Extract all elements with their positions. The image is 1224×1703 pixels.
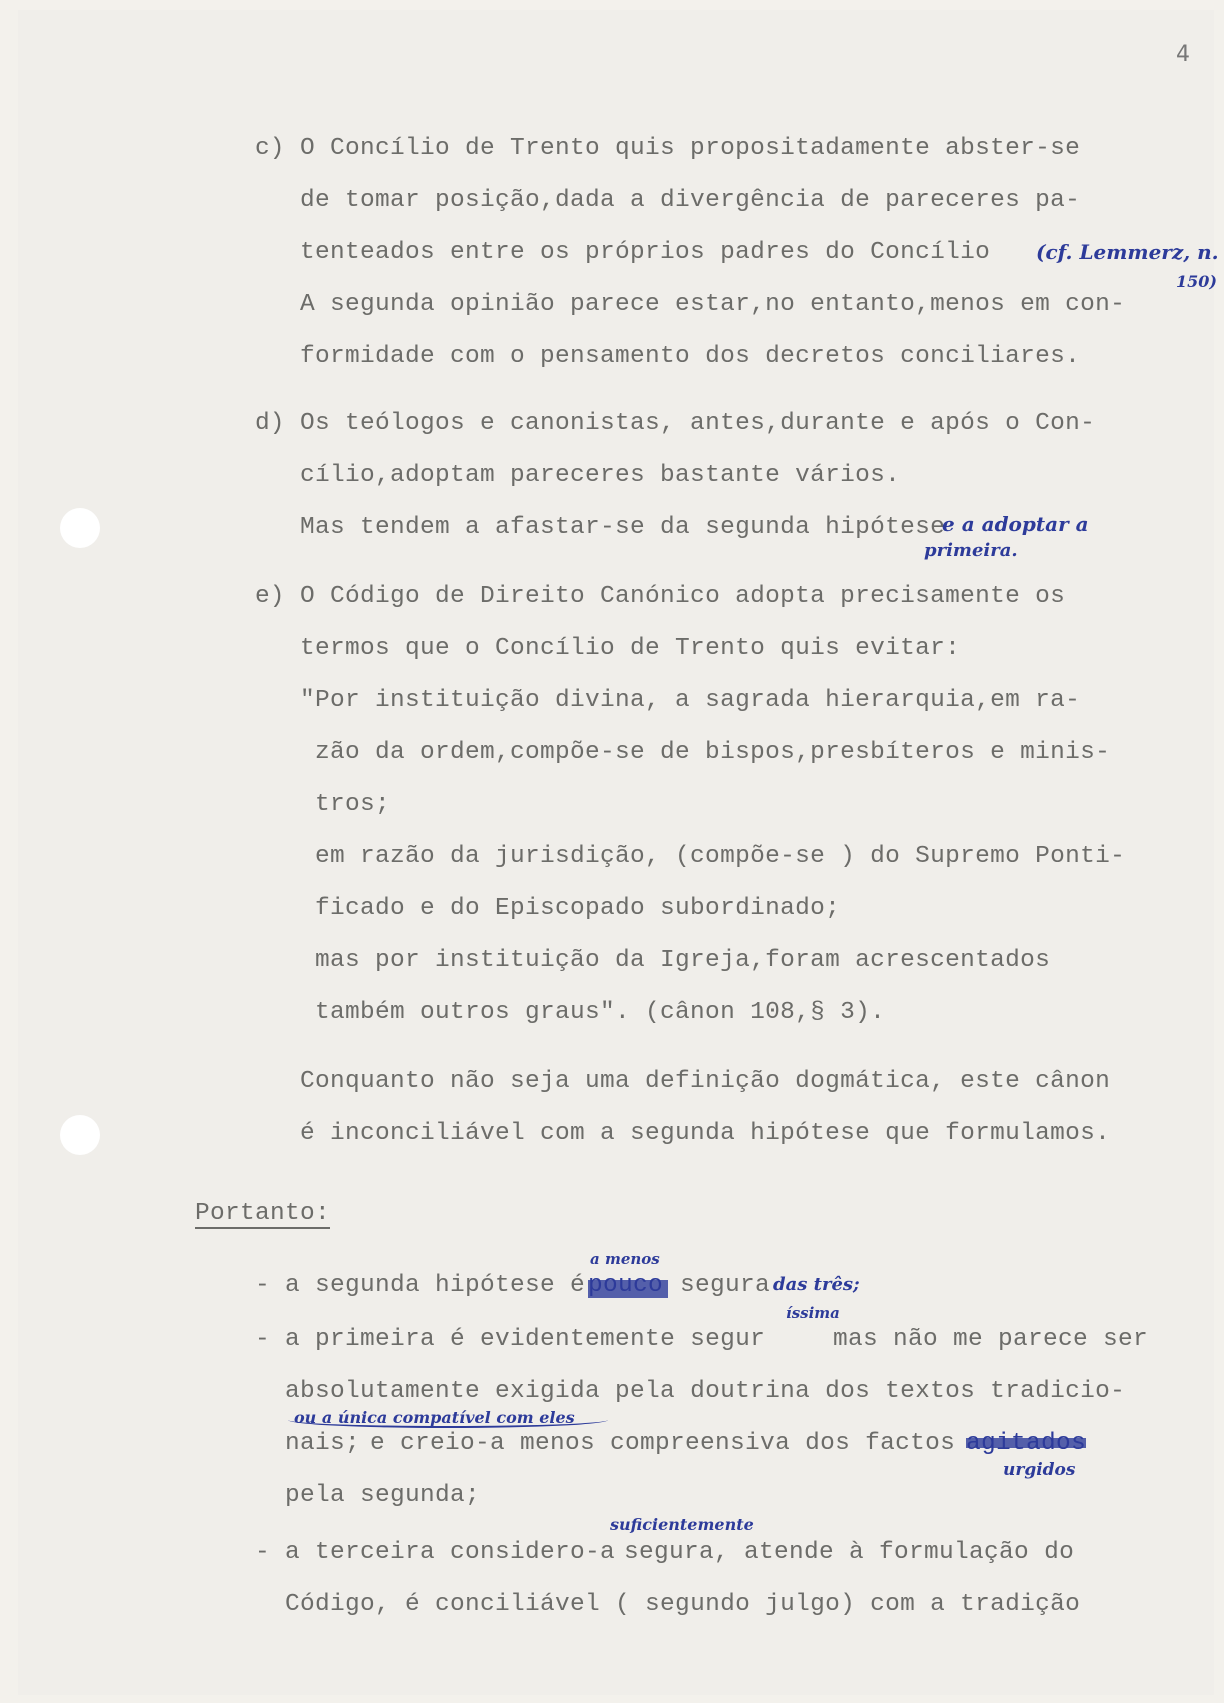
- section-e-marker: e): [255, 583, 285, 610]
- section-c-line: A segunda opinião parece estar,no entanto,menos em con-: [300, 291, 1126, 318]
- punch-hole-bottom: [60, 1115, 100, 1155]
- canon-quote-line: ficado e do Episcopado subordinado;: [315, 895, 841, 922]
- conclusion-line: e creio-a menos compreensiva dos factos: [370, 1430, 956, 1457]
- handwritten-insert-das-tres: das três;: [773, 1274, 860, 1295]
- section-c-line: formidade com o pensamento dos decretos conciliares.: [300, 343, 1081, 370]
- conclusion-line: nais;: [285, 1430, 361, 1457]
- handwritten-insert-urgidos: urgidos: [1003, 1460, 1076, 1480]
- handwritten-insert-a-menos: a menos: [590, 1250, 660, 1268]
- section-d-line: cílio,adoptam pareceres bastante vários.: [300, 462, 901, 489]
- conclusion-line: - a primeira é evidentemente segur: [255, 1326, 766, 1353]
- conclusion-line: segura: [680, 1272, 771, 1299]
- section-c-line: de tomar posição,dada a divergência de pareceres pa-: [300, 187, 1081, 214]
- handwritten-insert-unica-compativel: ou a única compatível com eles: [294, 1408, 575, 1427]
- conclusion-line: mas não me parece ser: [833, 1326, 1149, 1353]
- handwritten-note-citation: (cf. Lemmerz, n.: [1036, 240, 1219, 264]
- section-c-line: tenteados entre os próprios padres do Concílio: [300, 239, 991, 266]
- canon-quote-line: tros;: [315, 791, 391, 818]
- section-c-line: O Concílio de Trento quis propositadamente abster-se: [300, 135, 1081, 162]
- page-number: 4: [1176, 42, 1190, 67]
- section-e-line: termos que o Concílio de Trento quis evitar:: [300, 635, 961, 662]
- canon-quote-line: mas por instituição da Igreja,foram acrescentados: [315, 947, 1051, 974]
- document-page: [18, 10, 1219, 1695]
- section-e-line: é inconciliável com a segunda hipótese que formulamos.: [300, 1120, 1111, 1147]
- conclusion-line: absolutamente exigida pela doutrina dos textos tradicio-: [285, 1378, 1126, 1405]
- canon-quote-line: em razão da jurisdição, (compõe-se ) do Supremo Ponti-: [315, 843, 1126, 870]
- ink-strike: [588, 1280, 668, 1298]
- handwritten-insert-issima: íssima: [786, 1304, 840, 1322]
- section-d-marker: d): [255, 410, 285, 437]
- canon-quote-line: também outros graus". (cânon 108,§ 3).: [315, 999, 886, 1026]
- ink-strike: [966, 1438, 1086, 1448]
- conclusion-line: segura, atende à formulação do: [624, 1539, 1075, 1566]
- handwritten-note-primeira: primeira.: [924, 540, 1018, 561]
- conclusion-line: - a terceira considero-a: [255, 1539, 616, 1566]
- handwritten-insert-suficientemente: suficientemente: [610, 1515, 754, 1534]
- punch-hole-top: [60, 508, 100, 548]
- section-d-line: Mas tendem a afastar-se da segunda hipótese: [300, 514, 946, 541]
- conclusion-heading: Portanto:: [195, 1200, 331, 1227]
- canon-quote-line: "Por instituição divina, a sagrada hierarquia,em ra-: [300, 687, 1081, 714]
- conclusion-line: pela segunda;: [285, 1482, 481, 1509]
- handwritten-note-citation-page: 150): [1176, 272, 1217, 291]
- handwritten-note-adoptar: e a adoptar a: [942, 512, 1089, 536]
- section-e-line: Conquanto não seja uma definição dogmática, este cânon: [300, 1068, 1111, 1095]
- section-e-line: O Código de Direito Canónico adopta precisamente os: [300, 583, 1066, 610]
- section-c-marker: c): [255, 135, 285, 162]
- section-d-line: Os teólogos e canonistas, antes,durante e após o Con-: [300, 410, 1096, 437]
- conclusion-line: - a segunda hipótese é: [255, 1272, 586, 1299]
- conclusion-line: Código, é conciliável ( segundo julgo) com a tradição: [285, 1591, 1081, 1618]
- ink-underline-curve: [288, 1412, 608, 1428]
- canon-quote-line: zão da ordem,compõe-se de bispos,presbíteros e minis-: [315, 739, 1111, 766]
